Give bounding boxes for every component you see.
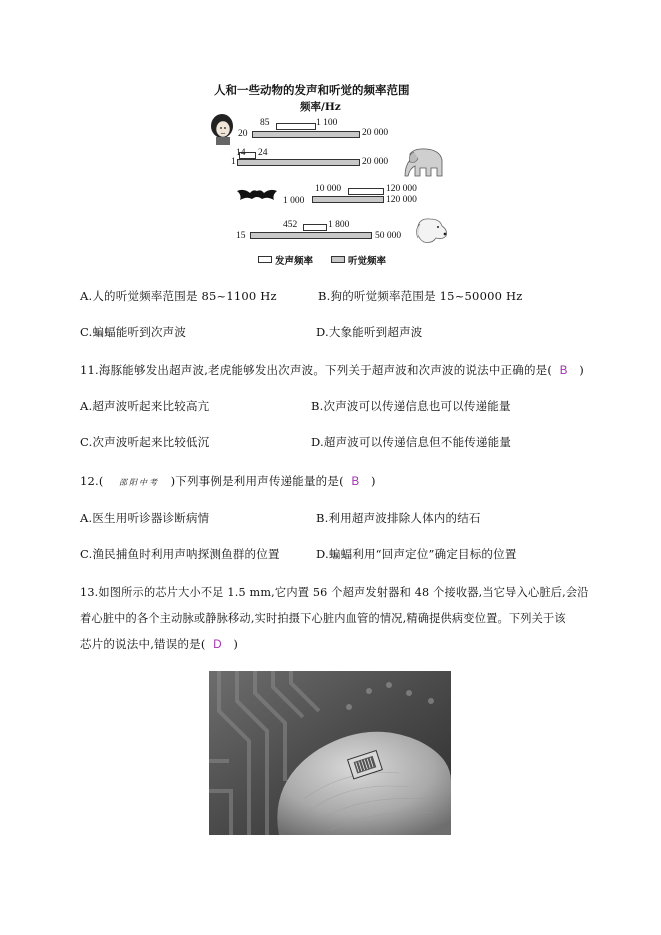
human-hear-bar bbox=[252, 131, 360, 138]
q13-close: ) bbox=[233, 637, 239, 651]
q10-option-b: B.狗的听觉频率范围是 15~50000 Hz bbox=[318, 289, 523, 303]
human-icon bbox=[209, 113, 235, 145]
q12-source-tag: 邵阳中考 bbox=[119, 478, 160, 487]
q11-option-a: A.超声波听起来比较高亢 bbox=[80, 399, 210, 413]
figure-title: 人和一些动物的发声和听觉的频率范围 bbox=[214, 83, 410, 97]
bat-hear-bar bbox=[312, 196, 384, 203]
human-emit-bar bbox=[276, 123, 316, 130]
legend-hear-label: 听觉频率 bbox=[348, 256, 387, 267]
elephant-icon bbox=[400, 146, 446, 180]
q11-stem-text: 11.海豚能够发出超声波,老虎能够发出次声波。下列关于超声波和次声波的说法中正确的是( bbox=[80, 363, 553, 377]
q11-option-c: C.次声波听起来比较低沉 bbox=[80, 435, 210, 449]
bat-emit-bar bbox=[348, 188, 384, 195]
human-emit-min: 85 bbox=[260, 118, 270, 128]
legend-hear-swatch bbox=[331, 256, 345, 263]
q11-option-d: D.超声波可以传递信息但不能传递能量 bbox=[311, 435, 512, 449]
human-hear-min: 20 bbox=[238, 129, 248, 139]
elephant-emit-max: 24 bbox=[258, 148, 268, 158]
q12-option-c: C.渔民捕鱼时利用声呐探测鱼群的位置 bbox=[80, 547, 280, 561]
legend-emit-swatch bbox=[258, 256, 272, 263]
q12-stem-text: )下列事例是利用声传递能量的是( bbox=[170, 474, 344, 488]
q12-answer: B bbox=[351, 476, 360, 488]
legend-emit-label: 发声频率 bbox=[275, 256, 314, 267]
q12-option-d: D.蝙蝠利用“回声定位”确定目标的位置 bbox=[316, 547, 517, 561]
human-hear-max: 20 000 bbox=[362, 128, 389, 138]
dog-emit-max: 1 800 bbox=[328, 220, 350, 230]
dog-emit-bar bbox=[303, 224, 327, 231]
dog-hear-max: 50 000 bbox=[375, 231, 402, 241]
q11-option-b: B.次声波可以传递信息也可以传递能量 bbox=[311, 399, 511, 413]
dog-emit-min: 452 bbox=[283, 220, 298, 230]
q13-line-1: 13.如图所示的芯片大小不足 1.5 mm,它内置 56 个超声发射器和 48 个接收器,当它导入心脏后,会沿 bbox=[80, 586, 589, 599]
dog-icon bbox=[412, 216, 450, 246]
q11-close: ) bbox=[579, 363, 584, 377]
bat-icon bbox=[236, 185, 278, 203]
q12-option-b: B.利用超声波排除人体内的结石 bbox=[316, 511, 481, 525]
elephant-hear-bar bbox=[237, 159, 360, 166]
q10-option-c: C.蝙蝠能听到次声波 bbox=[80, 325, 187, 339]
human-emit-max: 1 100 bbox=[316, 118, 338, 128]
dog-hear-bar bbox=[250, 232, 372, 239]
q12-num: 12.( bbox=[80, 474, 104, 488]
bat-emit-max: 120 000 bbox=[386, 184, 417, 194]
q13-line-2: 着心脏中的各个主动脉或静脉移动,实时拍摄下心脏内血管的情况,精确提供病变位置。下列关于该 bbox=[80, 612, 566, 625]
figure-unit: 频率/Hz bbox=[300, 101, 341, 113]
elephant-hear-max: 20 000 bbox=[362, 157, 389, 167]
bat-hear-max: 120 000 bbox=[386, 195, 417, 205]
q10-option-d: D.大象能听到超声波 bbox=[316, 325, 423, 339]
dog-hear-min: 15 bbox=[236, 231, 246, 241]
elephant-emit-min: 14 bbox=[236, 148, 246, 158]
q10-option-a: A.人的听觉频率范围是 85~1100 Hz bbox=[80, 289, 277, 303]
q11-stem bbox=[80, 362, 584, 378]
q12-close: ) bbox=[370, 474, 376, 488]
q13-answer: D bbox=[213, 639, 222, 651]
chip-on-fingertip-photo bbox=[209, 671, 451, 835]
q11-answer: B bbox=[559, 365, 568, 377]
q12-stem bbox=[80, 473, 376, 489]
q12-option-a: A.医生用听诊器诊断病情 bbox=[80, 511, 210, 525]
bat-emit-min: 10 000 bbox=[315, 184, 342, 194]
q13-line-3 bbox=[80, 636, 238, 652]
elephant-hear-min: 1 bbox=[231, 157, 236, 167]
q13-line-3-text: 芯片的说法中,错误的是( bbox=[80, 637, 206, 651]
bat-hear-min: 1 000 bbox=[283, 196, 305, 206]
